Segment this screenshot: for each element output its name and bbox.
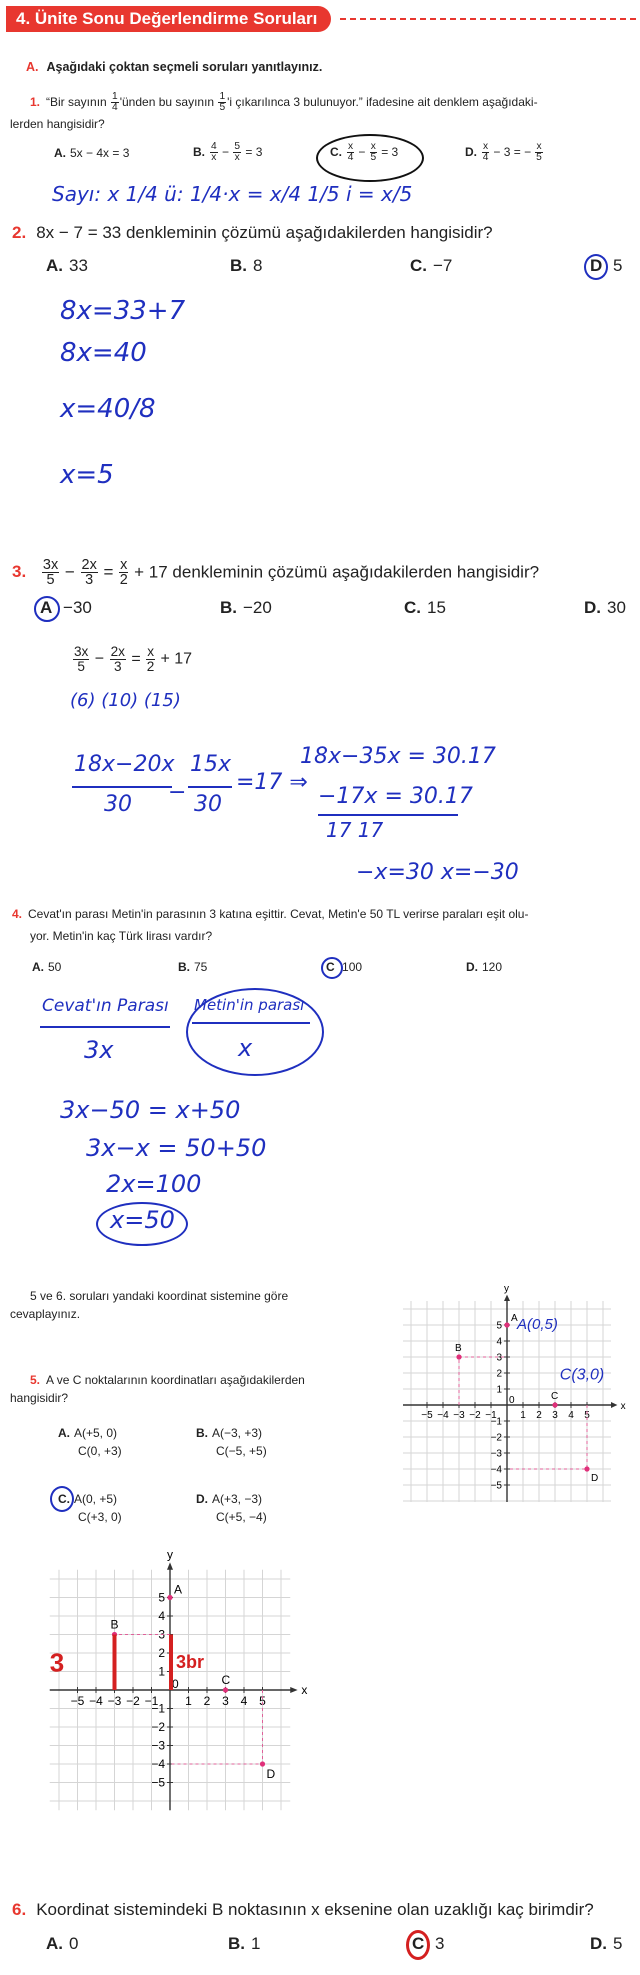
handwritten-work: 8x=33+7 (60, 296, 186, 326)
x-tick-label: 5 (584, 1410, 590, 1421)
point-label-c: C (221, 1673, 231, 1687)
handwritten-work: − (168, 780, 187, 805)
x-tick-label: 4 (568, 1410, 574, 1421)
handwritten-work: 18x−35x = 30.17 (300, 744, 496, 769)
handwritten-work: 17 17 (326, 818, 384, 842)
coordinate-grid-small (395, 1257, 635, 1502)
x-tick-label: 2 (536, 1410, 542, 1421)
y-tick-label: 1 (496, 1384, 502, 1396)
option-b[interactable]: B. 75 (178, 960, 208, 974)
option-c[interactable]: C. A(0, +5) C(+3, 0) (58, 1492, 122, 1524)
handwritten-work: Cevat'ın Parası (42, 996, 169, 1016)
point-label-a: A (174, 1582, 183, 1597)
fraction: $\frac{1}{5}$ (219, 91, 226, 114)
option-a[interactable]: A. 33 (46, 256, 88, 275)
answer-circle (316, 134, 424, 182)
y-tick-label: 4 (158, 1609, 165, 1623)
equation: $\frac{3x}{5}$ − $\frac{2x}{3}$ = $\frac{x}{2}$ + 17 (74, 644, 193, 674)
handwritten-work: 8x=40 (60, 338, 147, 368)
point-label-a: A (511, 1313, 518, 1324)
option-a[interactable]: A. 5x − 4x = 3 (54, 146, 130, 160)
x-tick-label: 1 (520, 1410, 526, 1421)
handwritten-work: 3x−50 = x+50 (60, 1096, 241, 1124)
question-6: 6. Koordinat sistemindeki B noktasının x eksenine olan uzaklığı kaç birimdir? (12, 1900, 594, 1919)
point-d (584, 1466, 589, 1471)
y-axis-label: y (504, 1283, 509, 1295)
note-circle (186, 988, 324, 1076)
handwritten-work: 15x (190, 752, 232, 777)
handwritten-work: 30 (104, 792, 132, 817)
handwritten-note: A(0,5) (517, 1316, 558, 1333)
guide-line (115, 1635, 171, 1691)
point-label-b: B (455, 1343, 462, 1354)
question-text: 'ünden bu sayının (119, 95, 215, 109)
x-tick-label: 1 (185, 1694, 192, 1708)
handwritten-work: x=50 (110, 1206, 175, 1234)
x-tick-label: −2 (469, 1410, 481, 1421)
y-tick-label: −1 (490, 1416, 502, 1428)
y-tick-label: 1 (158, 1664, 165, 1679)
point-d (260, 1761, 265, 1766)
answer-circle (321, 957, 343, 979)
page-title: 4. Ünite Sonu Değerlendirme Soruları (6, 6, 331, 32)
option-c[interactable]: C. −7 (410, 256, 453, 275)
point-a (504, 1322, 509, 1327)
handwritten-work: 30 (194, 792, 222, 817)
y-axis-label: y (167, 1547, 173, 1562)
y-tick-label: −3 (490, 1448, 502, 1460)
x-tick-label: 3 (552, 1410, 558, 1421)
question-text-cont: lerden hangisidir? (10, 117, 105, 131)
option-a[interactable]: A −30 (40, 598, 92, 617)
answer-circle (406, 1930, 430, 1960)
y-tick-label: −1 (151, 1701, 165, 1716)
x-tick-label: 2 (203, 1694, 211, 1708)
origin-label: 0 (509, 1395, 515, 1406)
fraction-line (188, 786, 232, 788)
option-b[interactable]: B. 1 (228, 1934, 261, 1953)
y-tick-label: −5 (490, 1480, 502, 1492)
y-tick-label: −4 (490, 1464, 502, 1476)
question-3: 3. $\frac{3x}{5}$ − $\frac{2x}{3}$ = $\frac{x}{2}$ + 17 denkleminin çözümü aşağıdakilerden hangisidir? (12, 557, 540, 589)
x-tick-label: −4 (89, 1694, 103, 1708)
handwritten-work: (6) (10) (15) (70, 690, 181, 711)
x-tick-label: −5 (70, 1694, 85, 1708)
option-b[interactable]: B. A(−3, +3) C(−5, +5) (196, 1426, 267, 1458)
point-b (456, 1354, 461, 1359)
question-text-cont: yor. Metin'in kaç Türk lirası vardır? (30, 929, 213, 943)
option-c[interactable]: C 3 (412, 1934, 445, 1953)
x-axis-arrow (290, 1687, 297, 1693)
point-c (552, 1402, 557, 1407)
handwritten-note: C(3,0) (559, 1366, 605, 1384)
y-tick-label: −5 (151, 1775, 165, 1790)
handwritten-work: =17 ⇒ (236, 770, 308, 795)
question-2: 2. 8x − 7 = 33 denkleminin çözümü aşağıdakilerden hangisidir? (12, 223, 493, 242)
x-tick-label: −1 (485, 1410, 497, 1421)
option-d[interactable]: D. 120 (466, 960, 503, 974)
answer-circle (584, 254, 608, 280)
answer-circle (96, 1202, 188, 1246)
x-axis-label: x (301, 1683, 308, 1697)
answer-circle (34, 596, 60, 622)
section-letter: A. (26, 60, 39, 74)
handwritten-work: 3x (84, 1036, 114, 1064)
option-d[interactable]: D. $\frac{x}{4}$ − 3 = − $\frac{x}{5}$ (465, 141, 542, 164)
handwritten-work: x=40/8 (60, 394, 156, 424)
x-tick-label: −4 (437, 1410, 449, 1421)
underline (40, 1026, 170, 1028)
origin-label: 0 (172, 1677, 179, 1691)
header-divider (340, 18, 636, 20)
point-c (223, 1687, 228, 1692)
question-4: 4. Cevat'ın parası Metin'in parasının 3 katına eşittir. Cevat, Metin'e 50 TL verirse paraları eşit olu- (12, 907, 529, 921)
option-b[interactable]: B. 8 (230, 256, 263, 275)
x-axis-arrow (611, 1402, 617, 1408)
option-b[interactable]: B. $\frac{4}{x}$ − $\frac{5}{x}$ = 3 (193, 141, 263, 164)
x-axis-label: x (620, 1401, 626, 1412)
option-d[interactable]: D. A(+3, −3) C(+5, −4) (196, 1492, 267, 1524)
option-d[interactable]: D. 5 (590, 1934, 623, 1953)
question-number: 1. (30, 95, 41, 109)
handwritten-work: Metin'in parası (194, 996, 305, 1014)
y-tick-label: 3 (158, 1627, 165, 1642)
point-label-d: D (591, 1473, 599, 1484)
x-tick-label: −5 (421, 1410, 433, 1421)
fraction-line (318, 814, 458, 816)
instruction-text: cevaplayınız. (10, 1307, 81, 1321)
handwritten-work: x=5 (60, 460, 114, 490)
y-tick-label: 2 (158, 1646, 165, 1660)
handwritten-note: 3br (176, 1651, 205, 1672)
x-tick-label: −3 (453, 1410, 465, 1421)
point-label-b: B (110, 1617, 119, 1632)
question-text: “Bir sayının (46, 95, 107, 109)
y-tick-label: 3 (496, 1352, 502, 1364)
question-5: 5. A ve C noktalarının koordinatları aşağıdakilerden (30, 1373, 305, 1387)
option-a[interactable]: A. 0 (46, 1934, 79, 1953)
y-axis-arrow (167, 1562, 173, 1569)
x-tick-label: 3 (222, 1694, 229, 1708)
handwritten-work: Sayı: x 1/4 ü: 1/4·x = x/4 1/5 i = x/5 (52, 182, 413, 206)
y-tick-label: 5 (496, 1320, 502, 1332)
y-tick-label: 2 (496, 1368, 502, 1380)
option-d[interactable]: D. 30 (584, 598, 626, 617)
handwritten-work: x (238, 1034, 253, 1062)
coordinate-grid-large (20, 1545, 320, 1845)
handwritten-work: −17x = 30.17 (318, 784, 473, 809)
handwritten-work: 2x=100 (106, 1170, 202, 1198)
fraction: $\frac{1}{4}$ (112, 91, 118, 114)
x-tick-label: 4 (240, 1694, 248, 1708)
y-tick-label: 5 (158, 1590, 165, 1605)
instruction-text: 5 ve 6. soruları yandaki koordinat sistemine göre (30, 1289, 289, 1303)
y-tick-label: −2 (151, 1720, 165, 1734)
handwritten-note: 3 (49, 1647, 65, 1678)
question-text-cont: hangisidir? (10, 1391, 69, 1405)
y-tick-label: 4 (496, 1336, 502, 1348)
section-instruction: Aşağıdaki çoktan seçmeli soruları yanıtlayınız. (46, 60, 323, 74)
point-label-d: D (266, 1767, 276, 1781)
option-b[interactable]: B. −20 (220, 598, 272, 617)
guide-line (459, 1357, 507, 1405)
point-label-c: C (551, 1391, 559, 1402)
option-a[interactable]: A. A(+5, 0) C(0, +3) (58, 1426, 122, 1458)
fraction-line (72, 786, 172, 788)
handwritten-work: 18x−20x (74, 752, 175, 777)
y-tick-label: −3 (151, 1738, 165, 1753)
question-text: 'i çıkarılınca 3 bulunuyor.” ifadesine ait denklem aşağıdaki- (227, 95, 538, 109)
option-c[interactable]: C 100 (326, 960, 363, 974)
option-a[interactable]: A. 50 (32, 960, 62, 974)
x-tick-label: 5 (259, 1694, 266, 1708)
y-tick-label: −4 (151, 1757, 165, 1771)
x-tick-label: −2 (126, 1694, 140, 1708)
option-d[interactable]: D 5 (590, 256, 623, 275)
question-1 (30, 92, 638, 114)
y-tick-label: −2 (490, 1432, 502, 1444)
option-c[interactable]: C. $\frac{x}{4}$ − $\frac{x}{5}$ = 3 (330, 141, 399, 164)
point-a (167, 1595, 172, 1600)
x-tick-label: −1 (144, 1694, 159, 1708)
handwritten-work: −x=30 x=−30 (356, 860, 519, 885)
answer-circle (50, 1486, 74, 1512)
x-tick-label: −3 (107, 1694, 122, 1708)
option-c[interactable]: C. 15 (404, 598, 446, 617)
y-axis-arrow (504, 1295, 510, 1301)
handwritten-work: 3x−x = 50+50 (86, 1134, 267, 1162)
section-heading (26, 60, 322, 74)
